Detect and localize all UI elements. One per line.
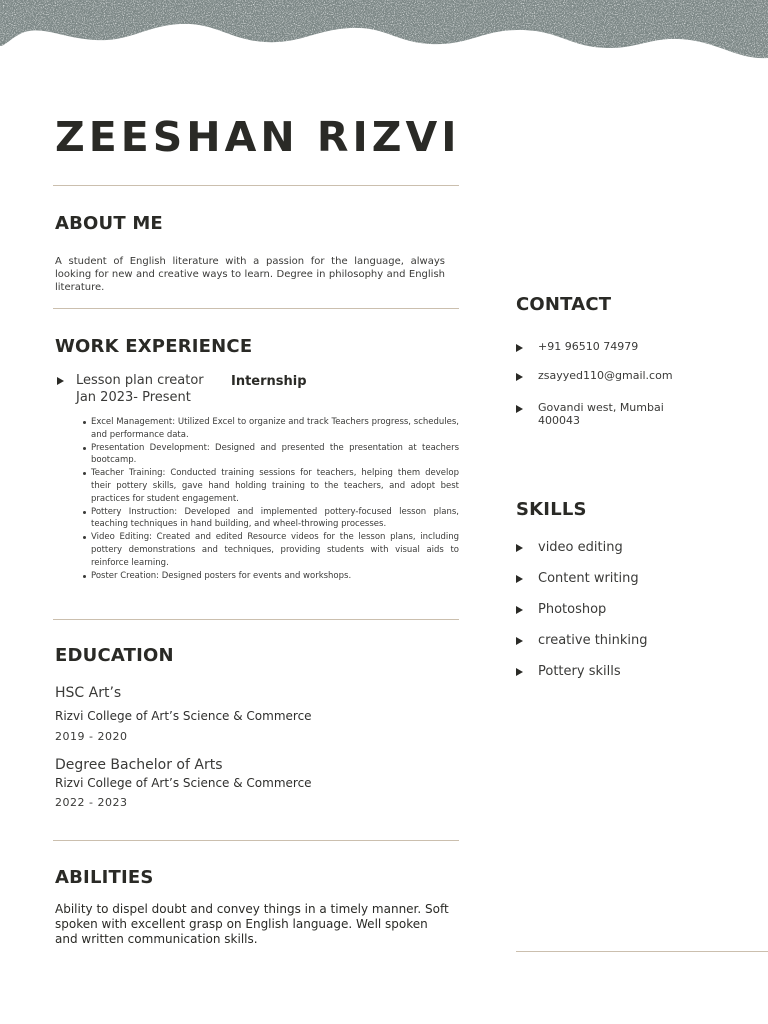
skill-label: creative thinking [538, 633, 648, 648]
triangle-bullet-icon [57, 377, 64, 385]
skills-heading: SKILLS [516, 499, 587, 520]
triangle-bullet-icon [516, 344, 523, 352]
abilities-heading: ABILITIES [55, 867, 154, 888]
contact-heading: CONTACT [516, 294, 612, 315]
triangle-bullet-icon [516, 637, 523, 645]
education-school: Rizvi College of Art’s Science & Commerce [55, 709, 312, 723]
skill-label: Content writing [538, 571, 639, 586]
job-title: Lesson plan creator [76, 373, 204, 388]
divider [53, 840, 459, 841]
skill-label: video editing [538, 540, 623, 555]
responsibility-item: Poster Creation: Designed posters for events and workshops. [91, 570, 459, 583]
triangle-bullet-icon [516, 606, 523, 614]
education-years: 2022 - 2023 [55, 796, 128, 809]
education-degree: Degree Bachelor of Arts [55, 757, 223, 773]
responsibility-item: Pottery Instruction: Developed and implemented pottery-focused lesson plans, teaching techniques in hand building, and wheel-throwing processes. [91, 506, 459, 530]
triangle-bullet-icon [516, 405, 523, 413]
education-years: 2019 - 2020 [55, 730, 128, 743]
job-type: Internship [231, 374, 307, 389]
divider [53, 308, 459, 309]
education-heading: EDUCATION [55, 645, 174, 666]
job-responsibilities [91, 416, 459, 582]
education-school: Rizvi College of Art’s Science & Commerce [55, 776, 312, 790]
triangle-bullet-icon [516, 544, 523, 552]
responsibility-item: Video Editing: Created and edited Resource videos for the lesson plans, including pottery demonstrations and techniques, providing students with visual aids to reinforce learning. [91, 532, 459, 568]
divider [53, 185, 459, 186]
address-text: Govandi west, Mumbai 400043 [538, 401, 664, 427]
triangle-bullet-icon [516, 668, 523, 676]
about-heading: ABOUT ME [55, 213, 163, 234]
phone-text: +91 96510 74979 [538, 340, 639, 353]
triangle-bullet-icon [516, 373, 523, 381]
divider [53, 619, 459, 620]
responsibility-item: Presentation Development: Designed and presented the presentation at teachers bootcamp. [91, 442, 459, 466]
divider [516, 951, 768, 952]
skill-label: Photoshop [538, 602, 607, 617]
email-text: zsayyed110@gmail.com [538, 369, 673, 382]
job-dates: Jan 2023- Present [76, 390, 191, 405]
triangle-bullet-icon [516, 575, 523, 583]
skill-label: Pottery skills [538, 664, 621, 679]
responsibility-item: Teacher Training: Conducted training sessions for teachers, helping them develop their pottery skills, gave hand holding training to the teachers, and adopt best practices for student engagement. [91, 468, 459, 504]
header-banner [0, 0, 768, 70]
abilities-text: Ability to dispel doubt and convey things in a timely manner. Soft spoken with excellent grasp on English language. Well spoken and written communication skills. [55, 902, 449, 946]
candidate-name: ZEESHAN RIZVI [55, 113, 461, 161]
education-degree: HSC Art’s [55, 685, 122, 701]
work-experience-heading: WORK EXPERIENCE [55, 336, 253, 357]
responsibility-item: Excel Management: Utilized Excel to organize and track Teachers progress, schedules, and performance data. [91, 417, 459, 440]
about-text: A student of English literature with a passion for the language, always looking for new and creative ways to learn. Degree in philosophy and English literature. [55, 256, 445, 293]
